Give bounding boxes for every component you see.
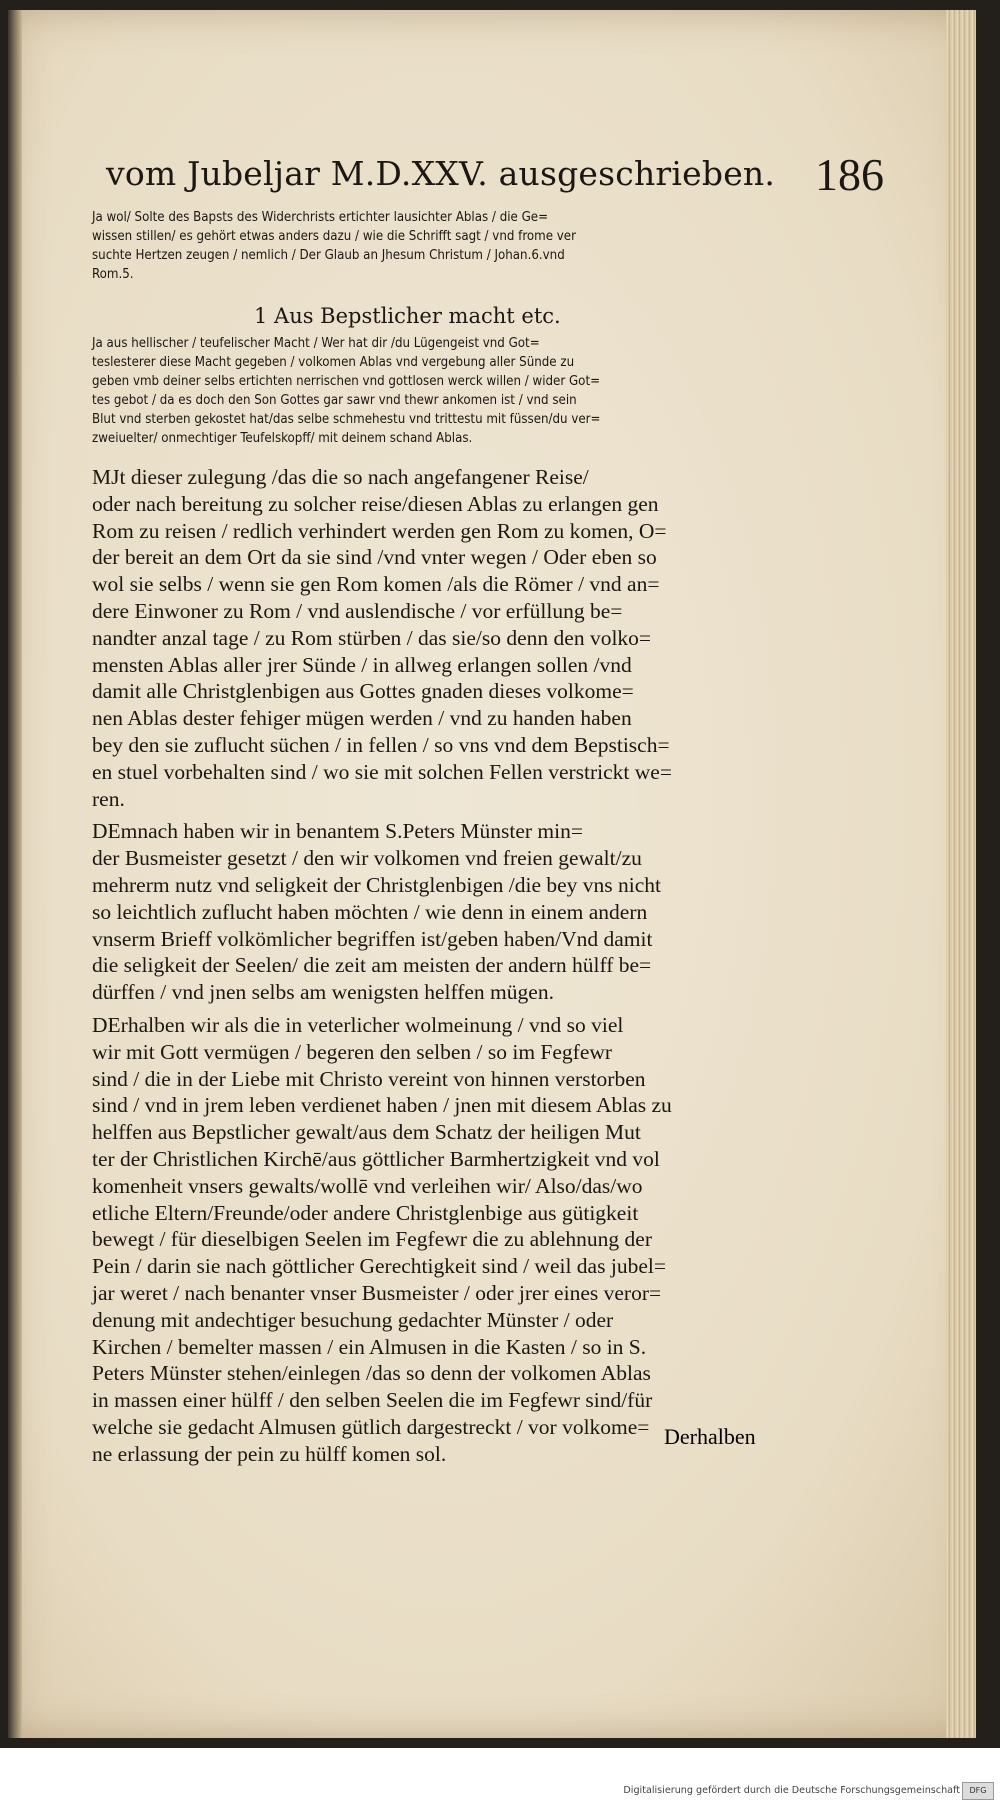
text-line: dürffen / vnd jnen selbs am wenigsten helffen mügen.	[92, 980, 554, 1005]
book-page	[8, 10, 976, 1738]
body-text	[92, 464, 872, 1467]
text-line: wir mit Gott vermügen / begeren den selben / so im Fegfewr	[92, 1039, 613, 1064]
gloss-line: Rom.5.	[92, 267, 134, 282]
text-line: welche sie gedacht Almusen gütlich dargestreckt / vor volkome=	[92, 1414, 650, 1439]
page-number: 186	[815, 149, 884, 200]
gloss-line: Ja wol/ Solte des Bapsts des Widerchrists ertichter lausichter Ablas / die Ge=	[92, 210, 549, 225]
text-line: wol sie selbs / wenn sie gen Rom komen /als die Römer / vnd an=	[92, 572, 660, 597]
text-line: denung mit andechtiger besuchung gedachter Münster / oder	[92, 1307, 614, 1332]
text-line: DErhalben wir als die in veterlicher wolmeinung / vnd so viel	[92, 1012, 624, 1037]
gloss-line: Blut vnd sterben gekostet hat/das selbe schmehestu vnd trittestu mit füssen/du ver=	[92, 412, 601, 427]
footer-bar	[0, 1748, 1000, 1800]
text-line: in massen einer hülff / den selben Seelen die im Fegfewr sind/für	[92, 1388, 653, 1413]
catchword: Derhalben	[664, 1424, 756, 1449]
text-line: ter der Christlichen Kirchē/aus göttlicher Barmhertzigkeit vnd vol	[92, 1146, 660, 1171]
dfg-logo: DFG	[962, 1782, 994, 1800]
marginal-gloss-1	[92, 208, 872, 284]
text-line: DEmnach haben wir in benantem S.Peters Münster min=	[92, 819, 583, 844]
gloss-line: teslesterer diese Macht gegeben / volkomen Ablas vnd vergebung aller Sünde zu	[92, 355, 575, 370]
text-line: MJt dieser zulegung /das die so nach angefangener Reise/	[92, 465, 589, 489]
text-line: vnserm Brieff volkömlicher begriffen ist/geben haben/Vnd damit	[92, 926, 653, 951]
funding-credit: Digitalisierung gefördert durch die Deutsche Forschungsgemeinschaft	[623, 1785, 960, 1796]
gloss-line: zweiuelter/ onmechtiger Teufelskopff/ mit deinem schand Ablas.	[92, 431, 473, 446]
text-line: ne erlassung der pein zu hülff komen sol.	[92, 1441, 447, 1466]
text-line: ren.	[92, 786, 125, 811]
text-line: Pein / darin sie nach göttlicher Gerechtigkeit sind / weil das jubel=	[92, 1254, 666, 1279]
text-line: mehrerm nutz vnd seligkeit der Christglenbigen /die bey vns nicht	[92, 872, 662, 897]
page-content	[92, 130, 884, 1473]
text-line: nen Ablas dester fehiger mügen werden / vnd zu handen haben	[92, 706, 632, 731]
gloss-line: Ja aus hellischer / teufelischer Macht / Wer hat dir /du Lügengeist vnd Got=	[92, 336, 540, 351]
text-line: damit alle Christglenbigen aus Gottes gnaden dieses volkome=	[92, 679, 634, 704]
text-line: Kirchen / bemelter massen / ein Almusen in die Kasten / so in S.	[92, 1334, 647, 1359]
gloss-line: suchte Hertzen zeugen / nemlich / Der Glaub an Jhesum Christum / Johan.6.vnd	[92, 248, 565, 263]
text-line: Peters Münster stehen/einlegen /das so denn der volkomen Ablas	[92, 1361, 651, 1386]
text-line: oder nach bereitung zu solcher reise/diesen Ablas zu erlangen gen	[92, 491, 659, 516]
text-line: dere Einwoner zu Rom / vnd auslendische / vor erfüllung be=	[92, 598, 623, 623]
text-line: Rom zu reisen / redlich verhindert werden gen Rom zu komen, O=	[92, 518, 667, 543]
page-edge	[946, 10, 976, 1738]
gloss-line: geben vmb deiner selbs ertichten nerrischen vnd gottlosen werck willen / wider Got=	[92, 374, 601, 389]
gloss-line: tes gebot / da es doch den Son Gottes gar sawr vnd thewr ankomen ist / vnd sein	[92, 393, 577, 408]
page-gutter	[8, 10, 22, 1738]
paragraph-1	[92, 464, 872, 812]
text-line: die seligkeit der Seelen/ die zeit am meisten der andern hülff be=	[92, 953, 652, 978]
text-line: der bereit an dem Ort da sie sind /vnd vnter wegen / Oder eben so	[92, 545, 657, 570]
text-line: etliche Eltern/Freunde/oder andere Christglenbige aus gütigkeit	[92, 1200, 639, 1225]
text-line: helffen aus Bepstlicher gewalt/aus dem Schatz der heiligen Mut	[92, 1120, 641, 1145]
paragraph-3	[92, 1012, 872, 1468]
text-line: jar weret / nach benanter vnser Busmeister / oder jrer eines veror=	[92, 1280, 662, 1305]
text-line: der Busmeister gesetzt / den wir volkomen vnd freien gewalt/zu	[92, 846, 642, 871]
text-line: bewegt / für dieselbigen Seelen im Fegfewr die zu ablehnung der	[92, 1227, 653, 1252]
text-line: bey den sie zuflucht süchen / in fellen / so vns vnd dem Bepstisch=	[92, 732, 670, 757]
paragraph-2	[92, 818, 872, 1006]
text-line: sind / vnd in jrem leben verdienet haben / jnen mit diesem Ablas zu	[92, 1093, 672, 1118]
gloss-line: wissen stillen/ es gehört etwas anders dazu / wie die Schrifft sagt / vnd frome ver	[92, 229, 576, 244]
text-line: komenheit vnsers gewalts/wollē vnd verleihen wir/ Also/das/wo	[92, 1173, 643, 1198]
text-line: en stuel vorbehalten sind / wo sie mit solchen Fellen verstrickt we=	[92, 759, 672, 784]
text-line: sind / die in der Liebe mit Christo vereint von hinnen verstorben	[92, 1066, 646, 1091]
gloss-heading: 1 Aus Bepstlicher macht etc.	[254, 304, 561, 328]
running-title: vom Jubeljar M.D.XXV. ausgeschrieben.	[106, 154, 776, 193]
text-line: mensten Ablas aller jrer Sünde / in allweg erlangen sollen /vnd	[92, 652, 632, 677]
text-line: so leichtlich zuflucht haben möchten / wie denn in einem andern	[92, 899, 648, 924]
text-line: nandter anzal tage / zu Rom stürben / das sie/so denn den volko=	[92, 625, 652, 650]
marginal-gloss-2	[92, 334, 872, 448]
running-head	[92, 130, 884, 206]
